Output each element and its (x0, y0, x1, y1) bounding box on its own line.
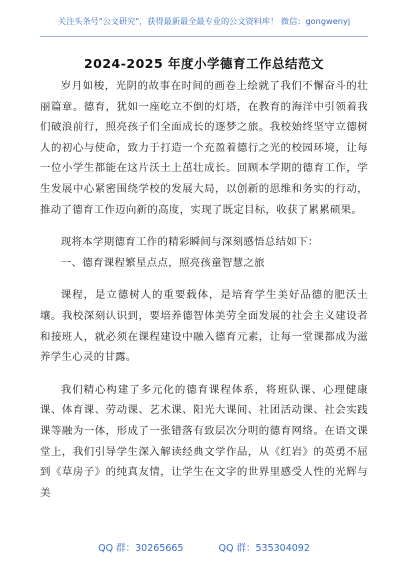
header-banner: 关注头条号"公文研究"，获得最新最全最专业的公文资料库！ 微信：gongwenyj (57, 16, 351, 26)
section-heading: 一、德育课程繁星点点，照亮孩童智慧之旅 (60, 256, 265, 269)
document-body (40, 76, 368, 503)
document-title: 2024-2025 年度小学德育工作总结范文 (83, 56, 325, 71)
summary-lead-paragraph: 现将本学期德育工作的精彩瞬间与深刻感悟总结如下： (60, 236, 319, 249)
course-system-paragraph: 我们精心构建了多元化的德育课程体系，将班队课、心理健康课、体育课、劳动课、艺术课、阳光大课间、社团活动课、社会实践课等融为一体，形成了一张错落有致层次分明的德育网络。在语文课堂上，我们引导学生深入解读经典文学作品，从《红岩》的英勇不屈到《草房子》的纯真友情，让学生在文字的世界里感受人性的光辉与美 (40, 383, 368, 499)
footer-qq-group-2: QQ 群：535304092 (218, 543, 310, 554)
footer-qq-group-1: QQ 群：30265665 (98, 543, 184, 554)
header-divider (40, 36, 368, 37)
intro-paragraph: 岁月如梭，光阴的故事在时间的画卷上绘就了我们不懈奋斗的壮丽篇章。德育，犹如一座屹立不倒的灯塔，在教育的海洋中引领着我们破浪前行，照亮孩子们全面成长的逐梦之旅。我校始终坚守立德树人的初心与使命，致力于打造一个充盈着德行之光的校园环境，让每一位小学生都能在这片沃土上茁壮成长。回顾本学期的德育工作，学生发展中心紧密围绕学校的发展大局，以创新的思维和务实的行动，推动了德育工作迈向新的高度，实现了既定目标，收获了累累硕果。 (40, 80, 368, 216)
curriculum-paragraph: 课程，是立德树人的重要载体，是培育学生美好品德的肥沃土壤。我校深刻认识到，要培养德智体美劳全面发展的社会主义建设者和接班人，就必须在课程建设中融入德育元素，让每一堂课都成为滋养学生心灵的甘露。 (40, 289, 368, 364)
footer-contacts (0, 540, 408, 554)
